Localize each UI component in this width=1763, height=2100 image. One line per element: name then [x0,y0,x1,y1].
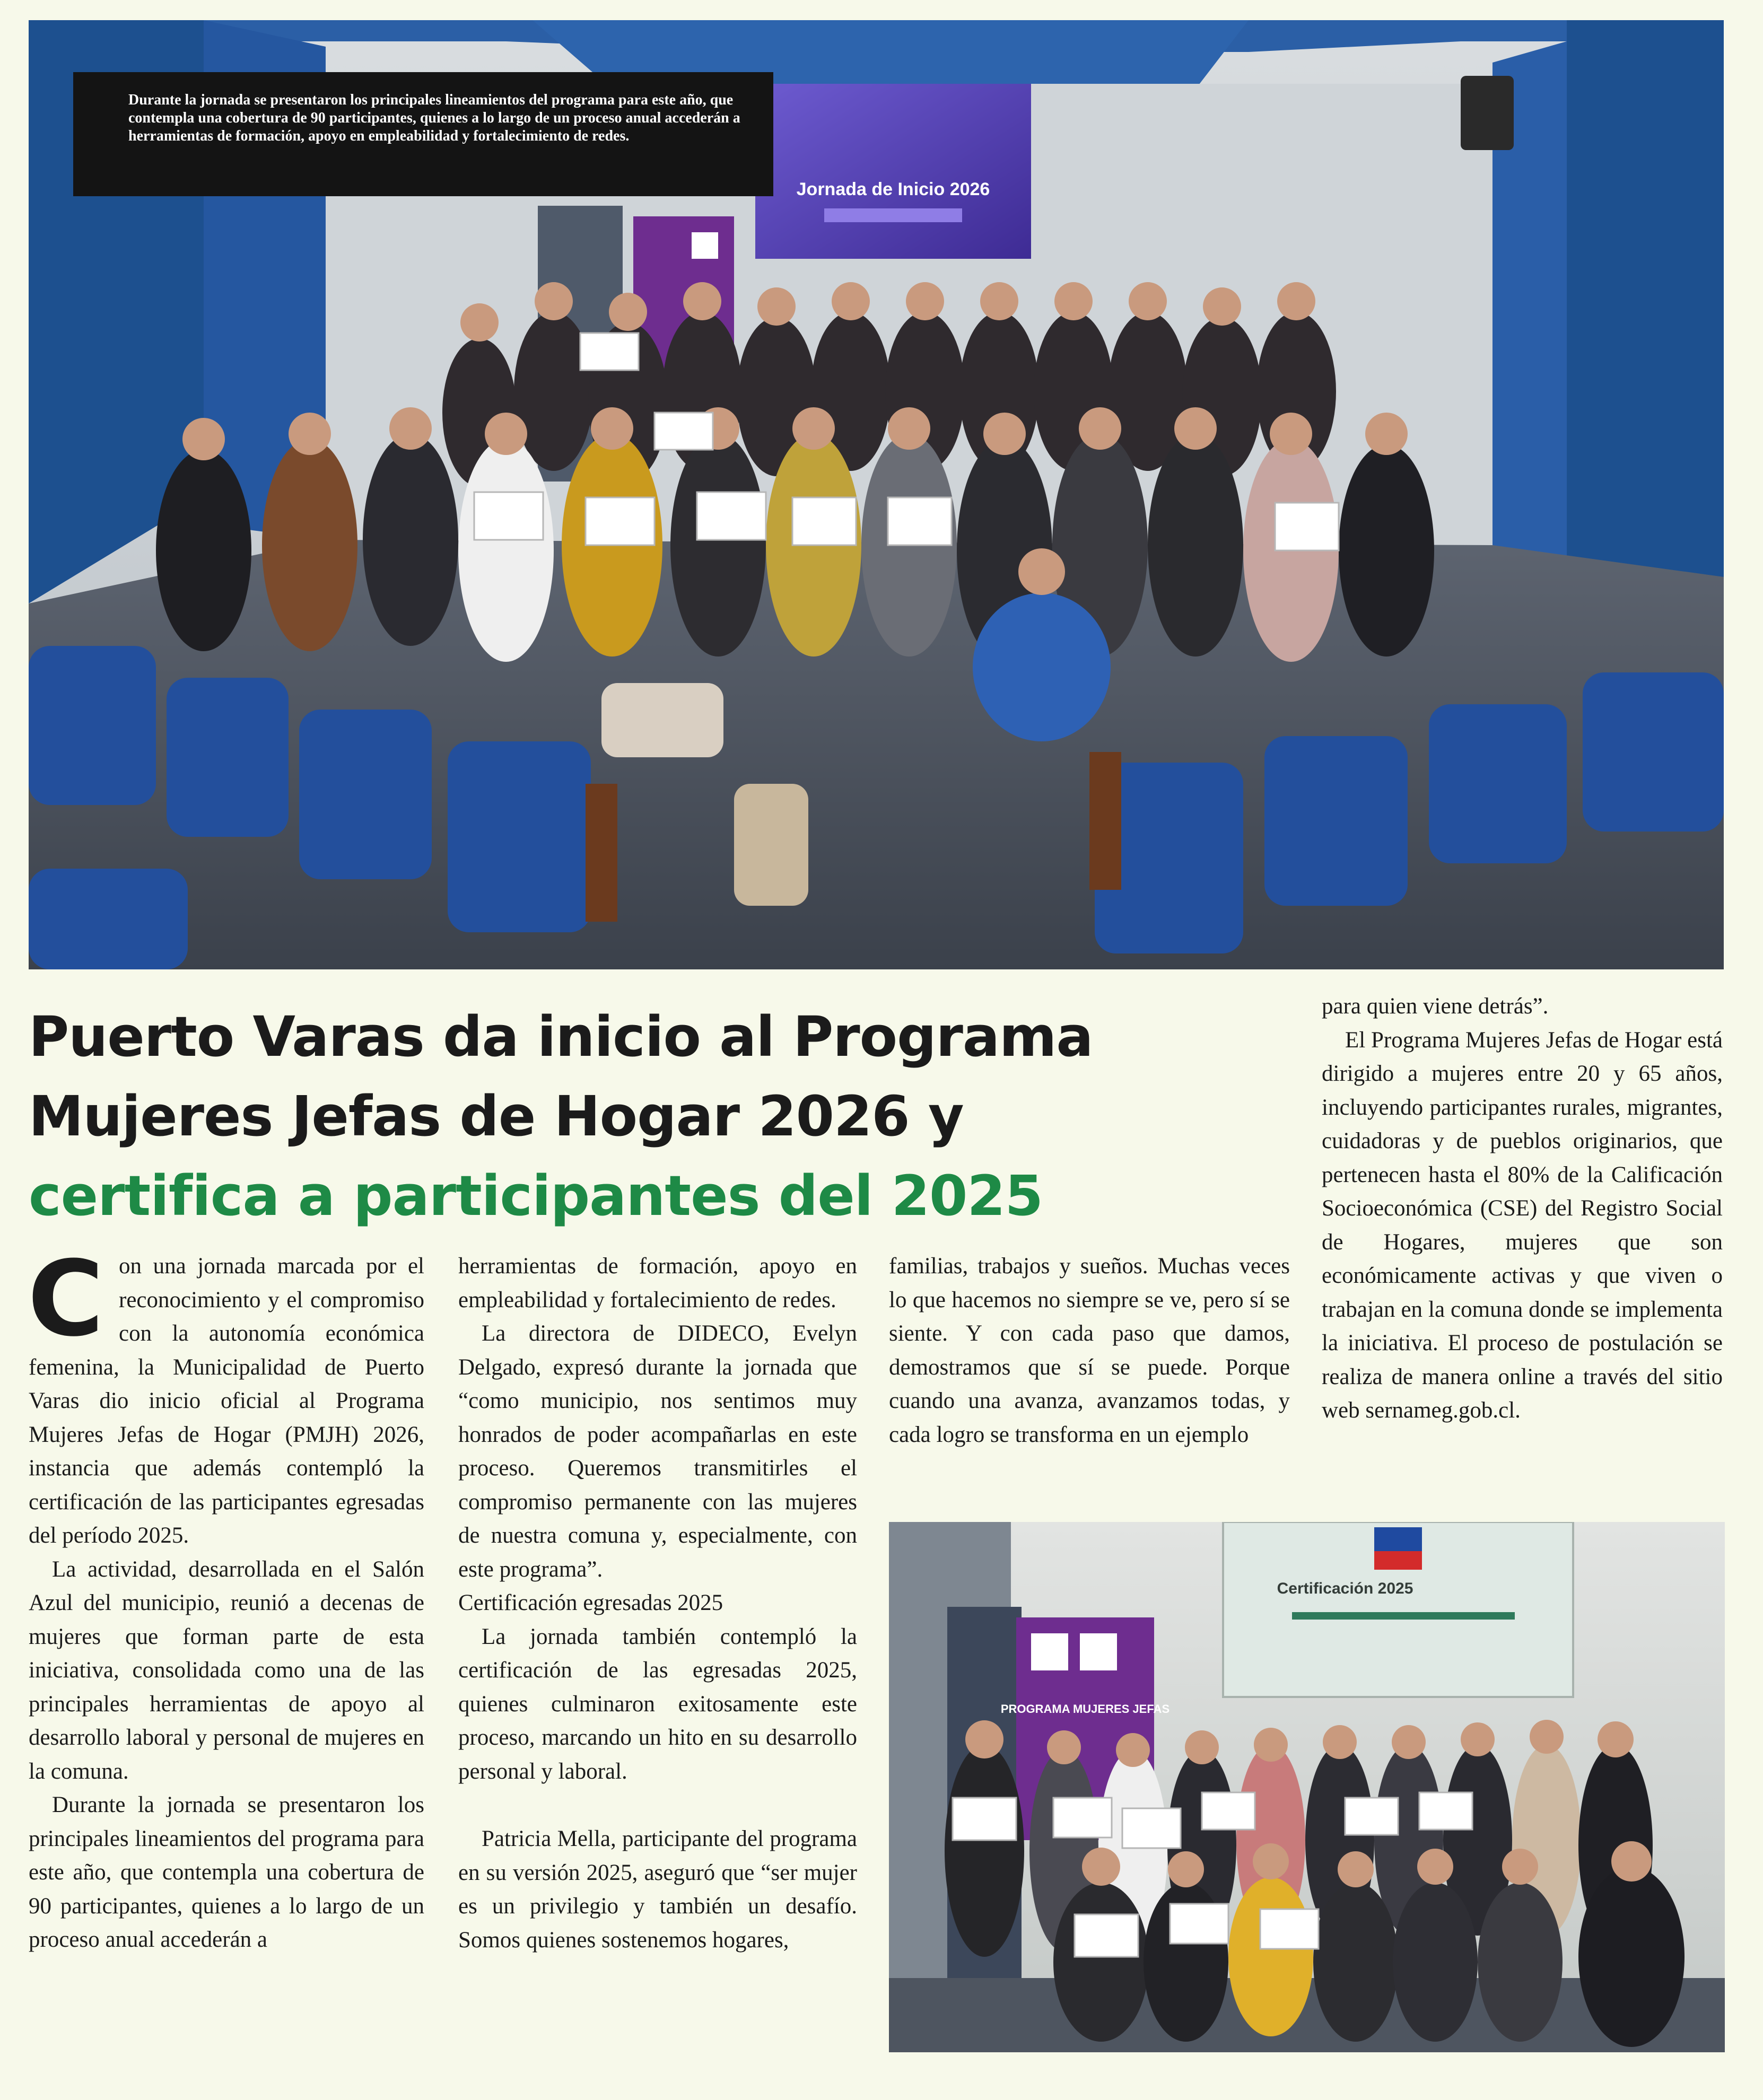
article-headline [29,997,1302,1236]
article-column-4 [1322,990,1723,1428]
headline-line-1: Puerto Varas da inicio al Programa [29,1004,1093,1069]
paragraph: La jornada también contempló la certificación de las egresadas 2025, quienes culminaron exitosamente este proceso, marcando un hito en su desarrollo personal y laboral. [458,1624,857,1784]
paragraph: El Programa Mujeres Jefas de Hogar está dirigido a mujeres entre 20 y 65 años, incluyendo participantes rurales, migrantes, cuidadoras y de pueblos originarios, que pertenecen hasta el 80% de la Calificación Socioeconómica (CSE) del Registro Social de Hogares, mujeres que son económicamente activas y que viven o trabajan en la comuna donde se implementa la iniciativa. El proceso de postulación se realiza de manera online a través del sitio web sernameg.gob.cl. [1322,1027,1723,1423]
paragraph: La directora de DIDECO, Evelyn Delgado, expresó durante la jornada que “como municipio, nos sentimos muy honrados de poder acompañarlas en este proceso. Queremos transmitirles el compromiso permanente con las mujeres de nuestra comuna y, especialmente, con este programa”. [458,1321,857,1582]
paragraph: familias, trabajos y sueños. Muchas veces lo que hacemos no siempre se ve, pero sí se siente. Y con cada paso que damos, demostramos que sí se puede. Porque cuando una avanza, avanzamos todas, y cada logro se transforma en un ejemplo [889,1254,1290,1447]
projection-screen [755,84,1031,259]
photo-caption [73,72,773,196]
drop-cap: C [28,1239,104,1360]
paragraph: Patricia Mella, participante del programa en su versión 2025, aseguró que “ser mujer es un privilegio y también un desafío. Somos quienes sostenemos hogares, [458,1826,857,1953]
certification-photo-illustration [889,1522,1725,2052]
article-column-3 [889,1249,1290,1451]
subheading: Certificación egresadas 2025 [458,1590,723,1615]
banner-text: PROGRAMA MUJERES JEFAS [1000,1702,1170,1716]
headline-line-3: certifica a participantes del 2025 [29,1163,1043,1228]
caption-text: Durante la jornada se presentaron los principales lineamientos del programa para este año, que contempla una cobertura de 90 participantes, quienes a lo largo de un proceso anual accederán a herramientas de formación, apoyo en empleabilidad y fortalecimiento de redes. [128,92,740,144]
speaker [1461,76,1514,150]
article-column-2 [458,1249,857,1957]
screen-title: Jornada de Inicio 2026 [796,179,990,199]
article-column-1 [28,1239,424,1957]
paragraph: para quien viene detrás”. [1322,994,1549,1019]
certification-photo [889,1522,1725,2052]
paragraph: La actividad, desarrollada en el Salón Azul del municipio, reunió a decenas de mujeres que forman parte de esta iniciativa, consolidada como una de las principales herramientas de apoyo al desarrollo laboral y personal de mujeres en la comuna. [29,1556,424,1784]
paragraph: herramientas de formación, apoyo en empleabilidad y fortalecimiento de redes. [458,1254,857,1312]
paragraph: Durante la jornada se presentaron los principales lineamientos del programa para este año, que contempla una cobertura de 90 participantes, quienes a lo largo de un proceso anual accederán a [29,1792,424,1952]
paragraph: on una jornada marcada por el reconocimiento y el compromiso con la autonomía económica femenina, la Municipalidad de Puerto Varas dio inicio oficial al Programa Mujeres Jefas de Hogar (PMJH) 2026, instancia que además contempló la certificación de las participantes egresadas del período 2025. [29,1254,424,1548]
headline-line-2: Mujeres Jefas de Hogar 2026 y [29,1084,964,1149]
group-photo-salon-azul [29,20,1724,969]
screen-title: Certificación 2025 [1277,1580,1413,1597]
